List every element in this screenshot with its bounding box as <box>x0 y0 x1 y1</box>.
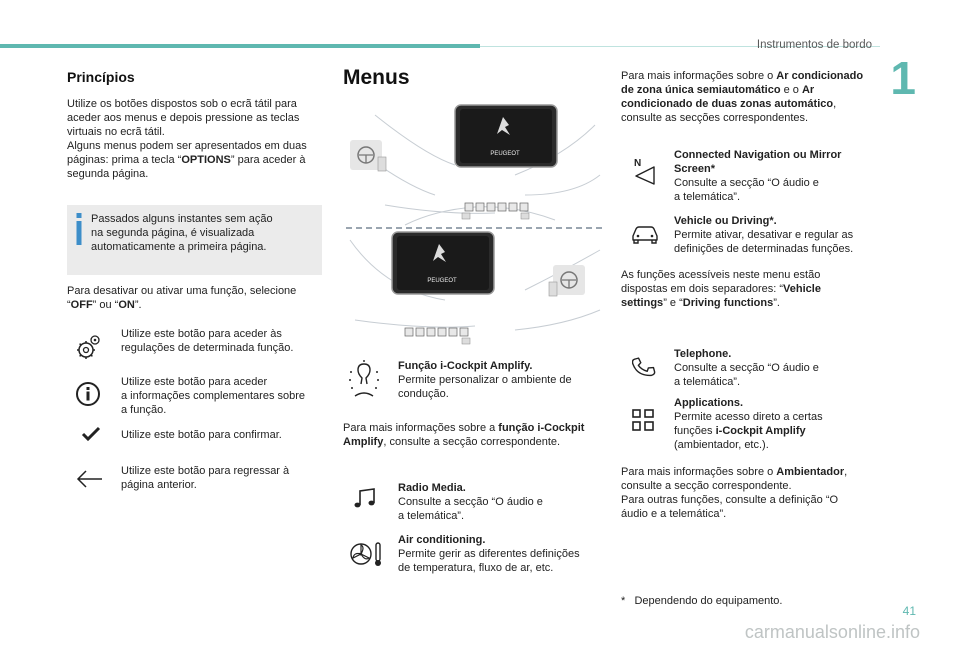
vehicle-tabs-info: As funções acessíveis neste menu estão dispostas em dois separadores: “Vehicle settings” e “Driving functions”. <box>621 269 821 309</box>
applications-grid-icon <box>632 409 654 431</box>
back-arrow-icon <box>75 469 103 489</box>
menu-item-navigation: Connected Navigation ou Mirror Screen* Consulte a secção “O áudio e a telemática”. <box>674 149 842 203</box>
screen-brand-top: PEUGEOT <box>490 151 520 157</box>
illustration-separator <box>346 227 602 229</box>
button-desc-confirm: Utilize este botão para confirmar. <box>121 429 282 441</box>
screen-brand-bottom: PEUGEOT <box>427 278 457 284</box>
toggle-instructions: Para desativar ou ativar uma função, selecione “OFF” ou “ON”. <box>67 285 297 311</box>
menu-item-radio-media: Radio Media. Consulte a secção “O áudio e a telemática”. <box>398 482 543 522</box>
button-desc-back: Utilize este botão para regressar à página anterior. <box>121 465 290 491</box>
watermark: carmanualsonline.info <box>744 622 920 642</box>
principles-heading: Princípios <box>67 69 135 85</box>
car-icon <box>630 224 660 244</box>
telephone-icon <box>632 355 656 379</box>
navigation-arrow-icon <box>630 155 658 185</box>
dashboard-illustration-bottom <box>345 230 605 350</box>
button-desc-info: Utilize este botão para aceder a informações complementares sobre a função. <box>121 376 306 416</box>
svg-text:N: N <box>634 158 642 169</box>
header-accent-bar <box>0 44 480 48</box>
menu-item-air-conditioning: Air conditioning. Permite gerir as diferentes definições de temperatura, fluxo de ar, etc. <box>398 534 580 574</box>
chapter-number: 1 <box>890 52 916 104</box>
principles-intro: Utilize os botões dispostos sob o ecrã tátil para aceder aos menus e depois pressione as teclas virtuais no ecrã tátil. Alguns menus podem ser apresentados em duas páginas: prima a tecla “OPTIONS” para aceder à segunda página. <box>67 98 307 180</box>
button-desc-settings: Utilize este botão para aceder às regulações de determinada função. <box>121 328 294 354</box>
page-number: 41 <box>902 604 916 618</box>
settings-gear-icon <box>74 334 102 362</box>
section-header: Instrumentos de bordo <box>756 39 872 51</box>
checkmark-icon <box>81 426 101 442</box>
info-note-icon <box>76 213 82 245</box>
ac-more-info: Para mais informações sobre o Ar condicionado de zona única semiautomático e o Ar condicionado de duas zonas automático, consulte as secções correspondentes. <box>621 70 864 124</box>
footnote: * Dependendo do equipamento. <box>621 595 783 607</box>
menus-heading: Menus <box>343 66 410 89</box>
menu-item-vehicle: Vehicle ou Driving*. Permite ativar, desativar e regular as definições de determinadas funções. <box>674 215 854 255</box>
icockpit-more-info: Para mais informações sobre a função i-Cockpit Amplify, consulte a secção correspondente. <box>343 422 585 448</box>
menu-item-telephone: Telephone. Consulte a secção “O áudio e a telemática”. <box>674 348 819 388</box>
radio-media-icon <box>353 486 377 510</box>
ambientador-more-info: Para mais informações sobre o Ambientador, consulte a secção correspondente. Para outras funções, consulte a definição “O áudio e a telemática”. <box>621 466 848 520</box>
note-text: Passados alguns instantes sem ação na segunda página, é visualizada automaticamente a primeira página. <box>91 213 273 253</box>
dashboard-illustration-top <box>345 95 605 227</box>
info-circle-icon <box>75 381 101 407</box>
i-cockpit-amplify-icon <box>347 360 381 400</box>
menu-item-applications: Applications. Permite acesso direto a certas funções i-Cockpit Amplify (ambientador, etc.). <box>674 397 823 451</box>
air-conditioning-icon <box>350 540 384 568</box>
menu-item-icockpit: Função i-Cockpit Amplify. Permite personalizar o ambiente de condução. <box>398 360 572 400</box>
